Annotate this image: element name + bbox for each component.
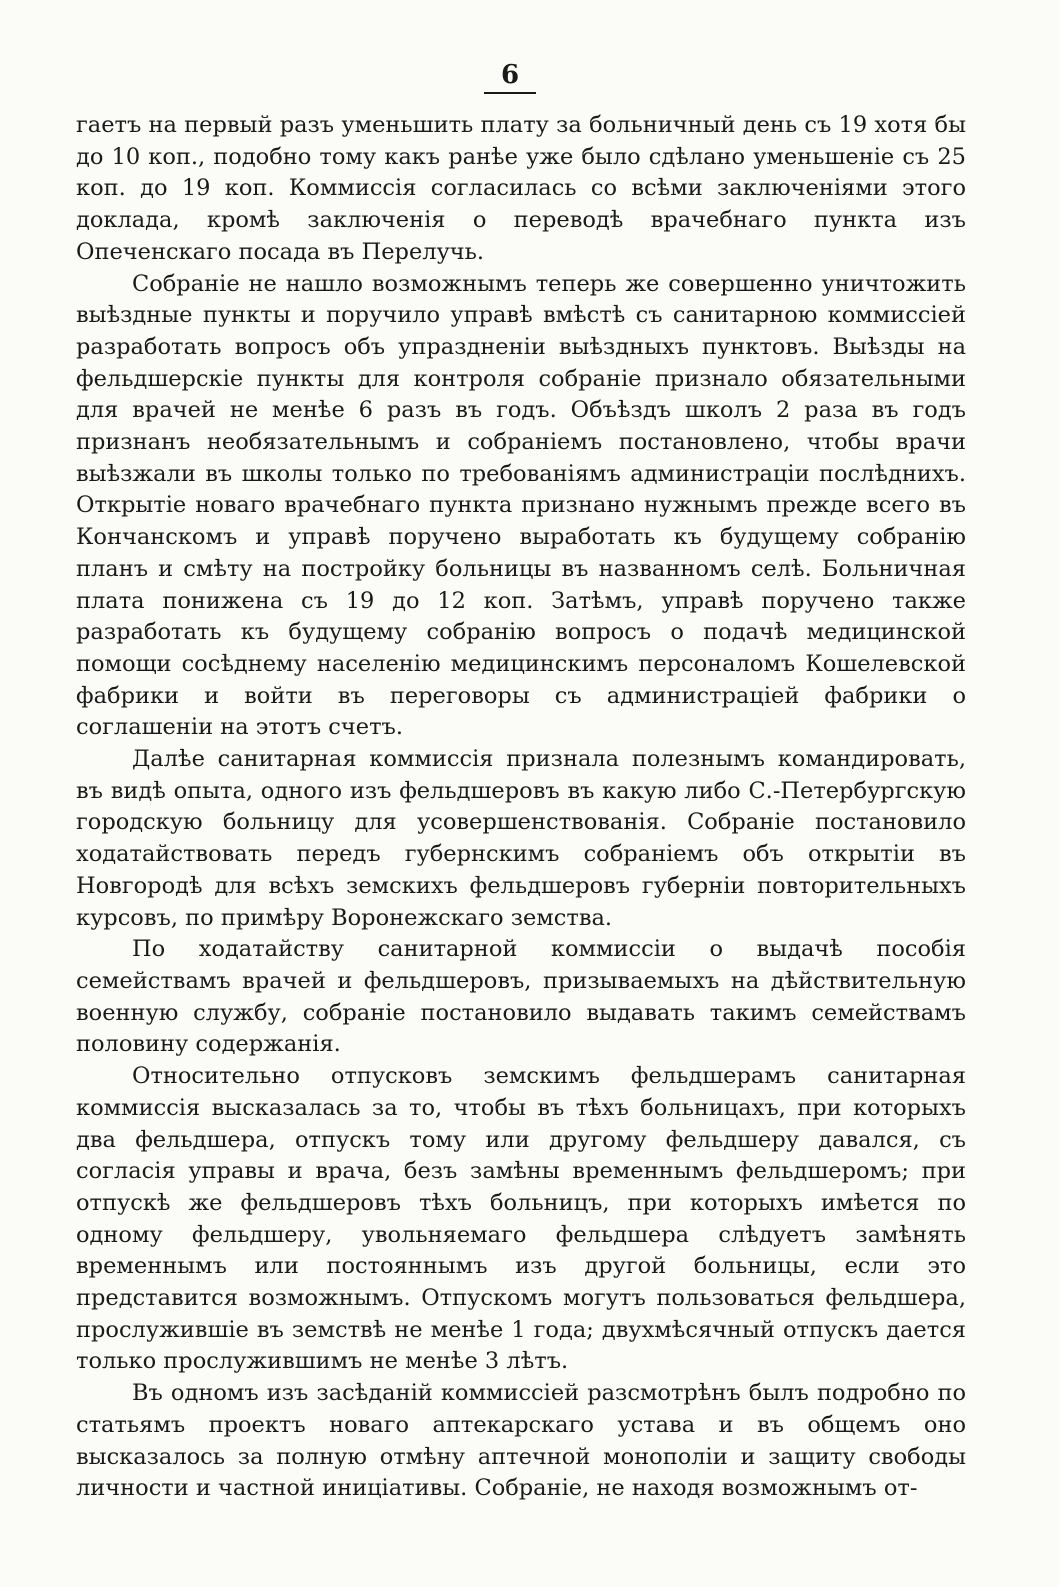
page-number-rule	[484, 92, 536, 94]
paragraph: По ходатайству санитарной коммиссіи о выдачѣ пособія семействамъ врачей и фельдшеровъ, призываемыхъ на дѣйствительную военную службу, собраніе постановило выдавать такимъ семействамъ половину содержанія.	[76, 936, 966, 1058]
paragraph: Собраніе не нашло возможнымъ теперь же совершенно уничтожить выѣздные пункты и поручило управѣ вмѣстѣ съ санитарною коммиссіей разработать вопросъ объ упраздненіи выѣздныхъ пунктовъ. Выѣзды на фельдшерскіе пункты для контроля собраніе признало обязательными для врачей не менѣе 6 разъ въ годъ. Объѣздъ школъ 2 раза въ годъ признанъ необязательнымъ и собраніемъ постановлено, чтобы врачи выѣзжали въ школы только по требованіямъ администраціи послѣднихъ. Открытіе новаго врачебнаго пункта признано нужнымъ прежде всего въ Кончанскомъ и управѣ поручено выработать къ будущему собранію планъ и смѣту на постройку больницы въ названномъ селѣ. Больничная плата понижена съ 19 до 12 коп. Затѣмъ, управѣ поручено также разработать къ будущему собранію вопросъ о подачѣ медицинской помощи сосѣднему населенію медицинскимъ персоналомъ Кошелевской фабрики и войти въ переговоры съ администраціей фабрики о соглашеніи на этотъ счетъ.	[76, 270, 966, 741]
paragraph: Далѣе санитарная коммиссія признала полезнымъ командировать, въ видѣ опыта, одного изъ фельдшеровъ въ какую либо С.-Петербургскую городскую больницу для усовершенствованія. Собраніе постановило ходатайствовать передъ губернскимъ собраніемъ объ открытіи въ Новгородѣ для всѣхъ земскихъ фельдшеровъ губерніи повторительныхъ курсовъ, по примѣру Воронежскаго земства.	[76, 746, 966, 931]
paragraph: Относительно отпусковъ земскимъ фельдшерамъ санитарная коммиссія высказалась за то, чтобы въ тѣхъ больницахъ, при которыхъ два фельдшера, отпускъ тому или другому фельдшеру давался, съ согласія управы и врача, безъ замѣны временнымъ фельдшеромъ; при отпускѣ же фельдшеровъ тѣхъ больницъ, при которыхъ имѣется по одному фельдшеру, увольняемаго фельдшера слѣдуетъ замѣнять временнымъ или постояннымъ изъ другой больницы, если это представится возможнымъ. Отпускомъ могутъ пользоваться фельдшера, прослужившіе въ земствѣ не менѣе 1 года; двухмѣсячный отпускъ дается только прослужившимъ не менѣе 3 лѣтъ.	[76, 1063, 966, 1375]
body-text	[76, 110, 966, 1505]
paragraph: гаетъ на первый разъ уменьшить плату за больничный день съ 19 хотя бы до 10 коп., подобно тому какъ ранѣе уже было сдѣлано уменьшеніе съ 25 коп. до 19 коп. Коммиссія согласилась со всѣми заключеніями этого доклада, кромѣ заключенія о переводѣ врачебнаго пункта изъ Опеченскаго посада въ Перелучь.	[76, 112, 966, 265]
paragraph: Въ одномъ изъ засѣданій коммиссіей разсмотрѣнъ былъ подробно по статьямъ проектъ новаго аптекарскаго устава и въ общемъ оно высказалось за полную отмѣну аптечной монополіи и защиту свободы личности и частной иниціативы. Собраніе, не находя возможнымъ от-	[76, 1380, 966, 1502]
page-number: 6	[500, 60, 520, 90]
